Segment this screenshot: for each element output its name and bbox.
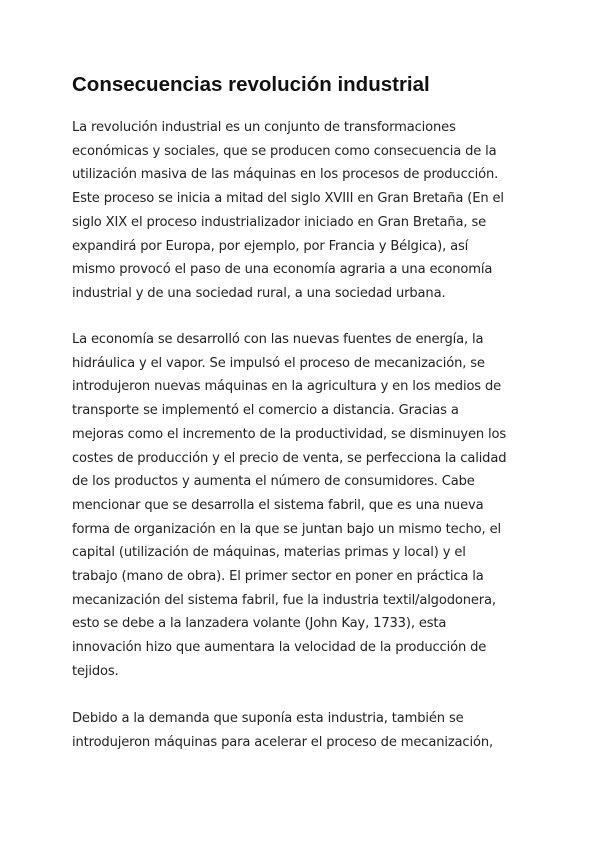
text-line: económicas y sociales, que se producen como consecuencia de la — [72, 143, 497, 159]
text-line: transporte se implementó el comercio a distancia. Gracias a — [72, 403, 459, 419]
paragraph-2 — [72, 328, 542, 684]
text-line: mismo provocó el paso de una economía agraria a una economía — [72, 262, 493, 278]
text-line: esto se debe a la lanzadera volante (John Kay, 1733), esta — [72, 616, 447, 632]
text-line: introdujeron máquinas para acelerar el proceso de mecanización, — [72, 734, 493, 750]
text-line: hidráulica y el vapor. Se impulsó el proceso de mecanización, se — [72, 355, 485, 371]
text-line: siglo XIX el proceso industrializador iniciado en Gran Bretaña, se — [72, 214, 487, 230]
text-line: trabajo (mano de obra). El primer sector en poner en práctica la — [72, 569, 484, 585]
text-line: tejidos. — [72, 663, 119, 679]
paragraph-3 — [72, 707, 542, 754]
text-line: costes de producción y el precio de venta, se perfecciona la calidad — [72, 450, 507, 466]
text-line: Este proceso se inicia a mitad del siglo XVIII en Gran Bretaña (En el — [72, 191, 504, 207]
text-line: mejoras como el incremento de la productividad, se disminuyen los — [72, 426, 507, 442]
text-line: La revolución industrial es un conjunto de transformaciones — [72, 120, 456, 135]
text-line: forma de organización en la que se juntan bajo un mismo techo, el — [72, 521, 501, 537]
text-line: mecanización del sistema fabril, fue la industria textil/algodonera, — [72, 592, 496, 608]
text-line: utilización masiva de las máquinas en los procesos de producción. — [72, 167, 499, 183]
text-line: La economía se desarrolló con las nuevas fuentes de energía, la — [72, 332, 484, 347]
paragraph-1 — [72, 116, 542, 306]
document-title: Consecuencias revolución industrial — [72, 73, 430, 96]
text-line: introdujeron nuevas máquinas en la agricultura y en los medios de — [72, 379, 502, 395]
text-line: expandirá por Europa, por ejemplo, por Francia y Bélgica), así — [72, 238, 469, 254]
text-line: de los productos y aumenta el número de consumidores. Cabe — [72, 474, 475, 490]
text-line: capital (utilización de máquinas, materias primas y local) y el — [72, 545, 466, 561]
text-line: Debido a la demanda que suponía esta industria, también se — [72, 711, 464, 726]
text-line: mencionar que se desarrolla el sistema fabril, que es una nueva — [72, 497, 484, 513]
text-line: industrial y de una sociedad rural, a una sociedad urbana. — [72, 285, 446, 301]
text-line: innovación hizo que aumentara la velocidad de la producción de — [72, 640, 487, 656]
